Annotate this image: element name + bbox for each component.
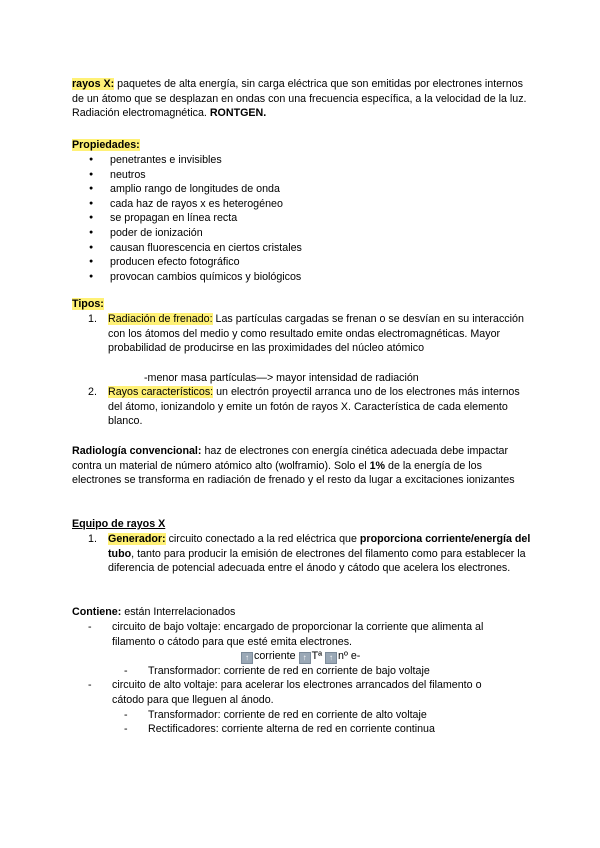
- list-item: ● causan fluorescencia en ciertos cristales: [72, 241, 302, 256]
- item-term: Rayos característicos:: [108, 386, 214, 398]
- bajo-sub-text: Transformador: corriente de red en corriente de bajo voltaje: [148, 665, 430, 677]
- up-arrow-icon: ↑: [241, 652, 253, 664]
- radiologia-term: Radiología convencional:: [72, 445, 202, 457]
- radiologia-text-1: haz de electrones con energía cinética adecuada debe impactar contra un material de número atómico alto (wolframio). Solo el: [72, 445, 509, 472]
- list-item: ● se propagan en línea recta: [72, 211, 302, 226]
- item-term: Radiación de frenado:: [108, 313, 213, 325]
- intro-term: rayos X:: [72, 78, 115, 90]
- equipo-term: Generador:: [108, 533, 166, 545]
- radiologia-pct: 1%: [369, 459, 386, 472]
- dash-marker: -: [124, 723, 128, 735]
- alto-sub-text-1: Transformador: corriente de red en corriente de alto voltaje: [148, 709, 427, 721]
- tipos-title: Tipos:: [72, 298, 104, 310]
- contiene-line: [72, 605, 532, 620]
- item-number: 2.: [88, 386, 97, 398]
- tipos-item-1: [72, 312, 532, 356]
- radiologia-text-2: de la energía de los electrones se transforma en radiación de frenado y el resto da lugar a excitaciones ionizantes: [72, 459, 515, 487]
- arrow-label-3: nº e-: [338, 650, 361, 662]
- arrow-line: [241, 649, 360, 664]
- intro-bold-end: RONTGEN.: [209, 107, 267, 120]
- list-item: ● amplio rango de longitudes de onda: [72, 182, 302, 197]
- item-number: 1.: [88, 313, 97, 325]
- bajo-sub-item: [124, 664, 544, 679]
- propiedades-list: [72, 153, 302, 284]
- item-text: un electrón proyectil arranca uno de los electrones más internos del átomo, ionizandolo y emite un fotón de rayos X. Característica de cada elemento blanco.: [108, 386, 520, 428]
- radiologia-paragraph: [72, 444, 532, 488]
- list-item: ● cada haz de rayos x es heterogéneo: [72, 197, 302, 212]
- equipo-heading: [72, 517, 532, 532]
- alto-sub-text-2: Rectificadores: corriente alterna de red en corriente continua: [148, 723, 435, 735]
- alto-sub-item-2: [124, 722, 544, 737]
- intro-paragraph: [72, 77, 532, 121]
- list-item: ● neutros: [72, 168, 302, 183]
- contiene-term: Contiene:: [72, 606, 122, 618]
- equipo-bold: proporciona corriente/energía del tubo: [108, 533, 531, 560]
- tipos-item-1-note: -menor masa partículas—> mayor intensidad de radiación: [144, 372, 419, 384]
- intro-text: paquetes de alta energía, sin carga eléctrica que son emitidas por electrones internos de un átomo que se desplazan en ondas con una frecuencia específica, a la velocidad de la luz. Radiación electromagnética.: [72, 78, 527, 120]
- bajo-voltaje-text: circuito de bajo voltaje: encargado de proporcionar la corriente que alimenta al filamento o cátodo para que esté emita electrones.: [112, 621, 484, 648]
- item-number: 1.: [88, 533, 97, 545]
- contiene-text: están Interrelacionados: [121, 606, 236, 618]
- tipos-heading: [72, 297, 532, 312]
- tipos-item-2: [72, 385, 532, 429]
- list-item: ● poder de ionización: [72, 226, 302, 241]
- arrow-label-2: Tª: [311, 650, 323, 662]
- up-arrow-icon: ↑: [299, 652, 311, 664]
- item-text: Las partículas cargadas se frenan o se desvían en su interacción con los átomos del medio y como resultado emite ondas electromagnéticas. Mayor probabilidad de producirse en las proximidades del núcleo atómico: [108, 313, 524, 355]
- arrow-label-1: corriente: [254, 650, 296, 662]
- propiedades-title: Propiedades:: [72, 139, 140, 151]
- list-item: ● provocan cambios químicos y biológicos: [72, 270, 302, 285]
- dash-marker: -: [124, 665, 128, 677]
- propiedades-heading: [72, 138, 532, 153]
- list-item: ● producen efecto fotográfico: [72, 255, 302, 270]
- alto-voltaje-text: circuito de alto voltaje: para acelerar los electrones arrancados del filamento o cátodo para que lleguen al ánodo.: [112, 679, 482, 706]
- list-item: ● penetrantes e invisibles: [72, 153, 302, 168]
- alto-sub-item-1: [124, 708, 544, 723]
- equipo-text-2: , tanto para producir la emisión de electrones del filamento como para establecer la diferencia de potencial adecuada entre el ánodo y cátodo que acelera los electrones.: [108, 547, 526, 575]
- up-arrow-icon: ↑: [325, 652, 337, 664]
- equipo-item-1: [72, 532, 532, 576]
- equipo-title: Equipo de rayos X: [72, 518, 166, 530]
- alto-voltaje-item: [88, 678, 508, 707]
- bajo-voltaje-item: [88, 620, 508, 649]
- equipo-text-1: circuito conectado a la red eléctrica que: [165, 533, 360, 545]
- dash-marker: -: [88, 679, 92, 691]
- dash-marker: -: [88, 621, 92, 633]
- dash-marker: -: [124, 709, 128, 721]
